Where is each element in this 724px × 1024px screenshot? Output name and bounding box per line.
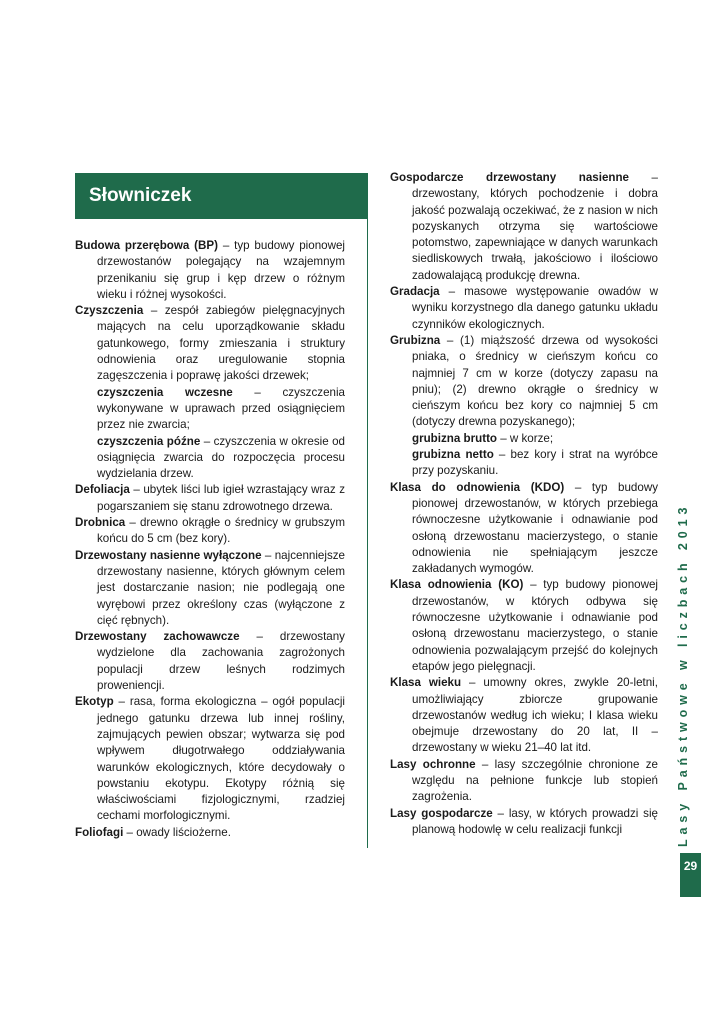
glossary-entry	[75, 629, 345, 694]
glossary-entry	[75, 515, 345, 548]
glossary-entry	[75, 694, 345, 824]
glossary-definition: – bez kory i strat na wyróbce przy pozyskaniu.	[412, 448, 658, 478]
glossary-definition: – drzewostany, których pochodzenie i dobra jakość pozwalają oczekiwać, że z nasion w nich pozyskanych otrzyma się wartościowe potomstwo, zapewniające w danych warunkach siedliskowych trwałą, jakościowo i ilościowo zadowalającą produkcję drewna.	[412, 171, 659, 282]
glossary-term: Ekotyp	[75, 695, 114, 709]
glossary-definition: – czyszczenia w okresie od osiągnięcia zwarcia do rozpoczęcia procesu wydzielania drzew.	[97, 434, 345, 481]
glossary-entry	[390, 480, 658, 578]
glossary-entry	[75, 825, 345, 841]
glossary-term: Czyszczenia	[75, 304, 144, 318]
glossary-entry	[390, 170, 658, 284]
glossary-subentry	[390, 447, 658, 480]
glossary-term: grubizna brutto	[412, 431, 498, 445]
glossary-definition: – owady liściożerne.	[123, 825, 231, 839]
glossary-entry	[75, 303, 345, 384]
glossary-entry	[75, 548, 345, 629]
glossary-entry	[75, 238, 345, 303]
glossary-term: Klasa odnowienia (KO)	[390, 578, 524, 592]
glossary-term: Klasa wieku	[390, 676, 462, 690]
glossary-term: Lasy gospodarcze	[390, 806, 493, 820]
page-number: 29	[680, 853, 701, 897]
glossary-entry	[390, 757, 658, 806]
glossary-definition: – drzewostany wydzielone dla zachowania zagrożonych populacji drzew leśnych rodzimych proweniencji.	[97, 630, 345, 693]
glossary-subentry	[75, 385, 345, 434]
glossary-term: Foliofagi	[75, 825, 124, 839]
section-header	[75, 173, 367, 219]
glossary-definition: – rasa, forma ekologiczna – ogół populacji jednego gatunku drzewa lub innej rośliny, zajmujących pewien obszar; wytwarza się pod wpływem długotrwałego oddziaływania warunków ekologicznych, które decydowały o powstaniu ekotypu. Ekotypy różnią się właściwościami fizjologicznymi, rzadziej cechami morfologicznymi.	[97, 695, 345, 823]
glossary-term: czyszczenia późne	[97, 434, 201, 448]
glossary-definition: – typ budowy pionowej drzewostanów polegający na wzajemnym przenikaniu się grup i kęp drzew o różnym wieku i różnej wysokości.	[97, 239, 345, 301]
glossary-term: Drzewostany nasienne wyłączone	[75, 548, 262, 562]
glossary-definition: – lasy, w których prowadzi się planową hodowlę w celu realizacji funkcji	[412, 806, 658, 836]
glossary-definition: – w korze;	[497, 431, 554, 445]
glossary-term: Budowa przerębowa (BP)	[75, 239, 219, 252]
glossary-subentry	[75, 434, 345, 483]
glossary-subentry	[390, 431, 658, 447]
glossary-term: Gradacja	[390, 285, 440, 299]
column-divider	[367, 173, 368, 848]
glossary-term: Gospodarcze drzewostany nasienne	[390, 171, 630, 184]
glossary-entry	[75, 482, 345, 515]
glossary-column-right	[390, 170, 658, 838]
glossary-term: Lasy ochronne	[390, 757, 476, 771]
glossary-definition: – (1) miąższość drzewa od wysokości pniaka, o średnicy w cieńszym końcu co najmniej 7 cm w korze (dotyczy zapasu na pniu); (2) drewno okrągłe o średnicy w cieńszym końcu bez kory co najmniej 5 cm (dotyczy drewna pozyskanego);	[412, 333, 658, 429]
glossary-definition: – typ budowy pionowej drzewostanów, w których przebiega równoczesne użytkowanie i odnawianie pod osłoną drzewostanu macierzystego, o stanie odnowienia nie spełniającym jeszcze zakładanych wymogów.	[412, 480, 658, 576]
glossary-definition: – najcenniejsze drzewostany nasienne, których głównym celem jest dostarczanie nasion; nie podlegają one wyrębowi przez określony czas (wyłączone z cięć rębnych).	[97, 548, 345, 627]
glossary-term: Defoliacja	[75, 483, 130, 497]
glossary-definition: – drewno okrągłe o średnicy w grubszym końcu do 5 cm (bez kory).	[97, 516, 345, 546]
glossary-definition: – lasy szczególnie chronione ze względu na pełnione funkcje lub stopień zagrożenia.	[412, 757, 659, 804]
glossary-definition: – typ budowy pionowej drzewostanów, w których odbywa się równoczesne użytkowanie i odnawianie pod osłoną drzewostanu macierzystego, o stanie odnowienia pozwalającym przejść do kolejnych etapów jego pielęgnacji.	[412, 578, 658, 673]
page-title: Słowniczek	[89, 185, 192, 206]
glossary-column-left	[75, 238, 345, 841]
glossary-entry	[390, 577, 658, 675]
glossary-entry	[390, 284, 658, 333]
glossary-term: Drobnica	[75, 516, 126, 530]
glossary-definition: – czyszczenia wykonywane w uprawach przed osiągnięciem przez nie zwarcia;	[97, 385, 345, 432]
glossary-definition: – zespół zabiegów pielęgnacyjnych mających na celu uporządkowanie składu gatunkowego, formy zmieszania i struktury odnowienia oraz uregulowanie stopnia zagęszczenia i poprawę jakości drzewek;	[97, 304, 345, 383]
glossary-definition: – umowny okres, zwykle 20-letni, umożliwiający zbiorcze grupowanie drzewostanów według ich wieku; I klasa wieku obejmuje drzewostany do 20 lat, II – drzewostany w wieku 21–40 lat itd.	[412, 676, 658, 755]
glossary-term: Drzewostany zachowawcze	[75, 630, 240, 644]
glossary-term: Klasa do odnowienia (KDO)	[390, 480, 565, 494]
glossary-definition: – ubytek liści lub igieł wzrastający wraz z pogarszaniem się stanu zdrowotnego drzewa.	[97, 483, 345, 513]
glossary-term: grubizna netto	[412, 448, 494, 462]
glossary-definition: – masowe występowanie owadów w wyniku korzystnego dla danego gatunku układu czynników ekologicznych.	[412, 285, 658, 331]
glossary-entry	[390, 333, 658, 431]
glossary-entry	[390, 675, 658, 756]
glossary-entry	[390, 806, 658, 839]
glossary-term: czyszczenia wczesne	[97, 385, 233, 399]
running-title: Lasy Państwowe w liczbach 2013	[676, 502, 690, 847]
glossary-term: Grubizna	[390, 333, 441, 347]
